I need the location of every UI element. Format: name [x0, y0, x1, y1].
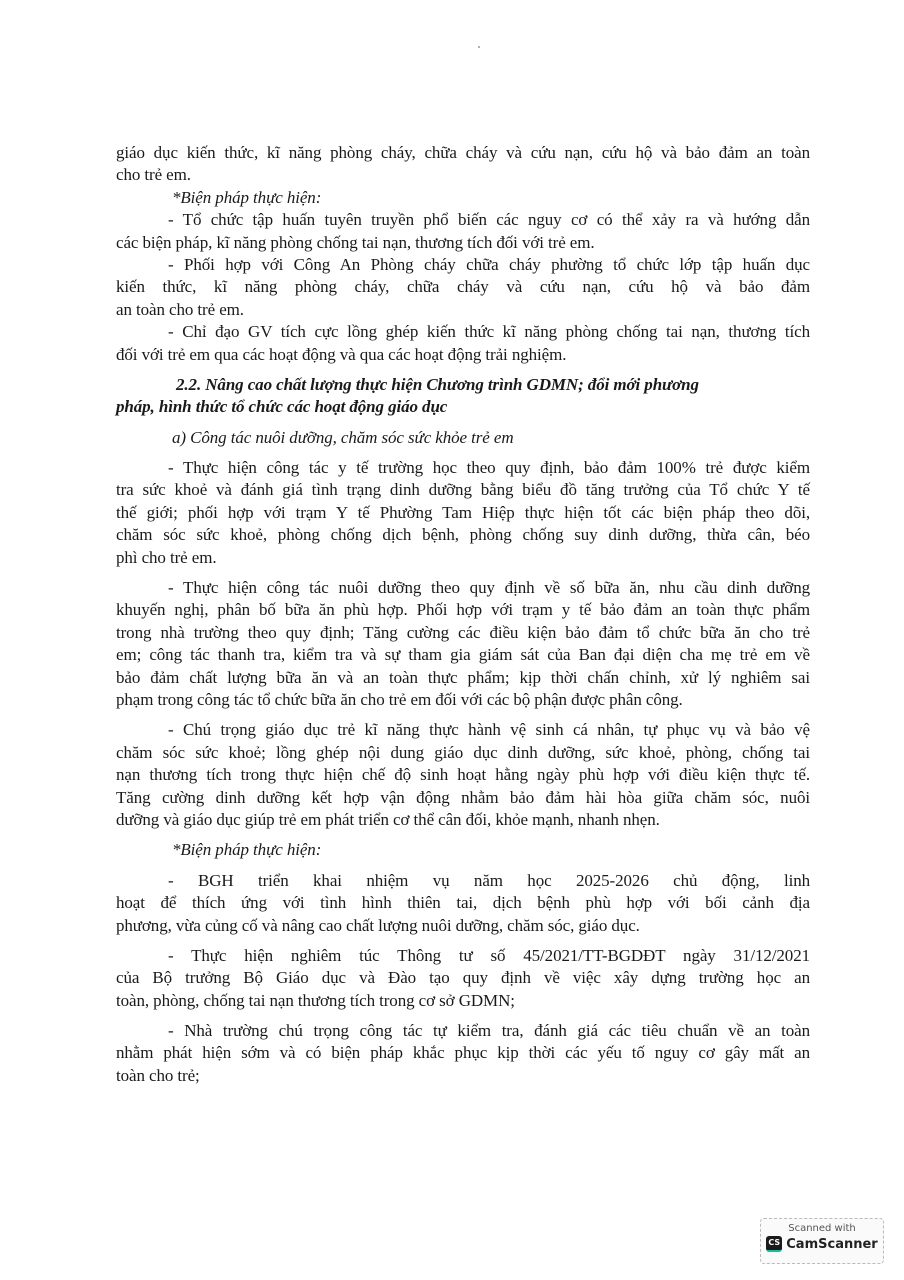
watermark-caption: Scanned with [788, 1223, 856, 1234]
text-line: kiến thức, kĩ năng phòng cháy, chữa cháy và cứu nạn, cứu hộ và bảo đảm [116, 277, 810, 297]
text-line: em; công tác thanh tra, kiểm tra và sự tham gia giám sát của Ban đại diện cha mẹ trẻ em về [116, 645, 810, 665]
text-line: chăm sóc sức khoẻ; lồng ghép nội dung giáo dục dinh dưỡng, sức khoẻ, phòng, chống tai [116, 742, 810, 762]
text-line: Tăng cường dinh dưỡng kết hợp vận động nhằm bảo đảm hài hòa giữa chăm sóc, nuôi [116, 787, 810, 807]
watermark-brand: CamScanner [786, 1236, 878, 1252]
text-line: đối với trẻ em qua các hoạt động và qua các hoạt động trải nghiệm. [116, 344, 567, 364]
camscanner-logo-icon: CS [766, 1236, 782, 1252]
subheading [116, 839, 810, 861]
text-line: hoạt để thích ứng với tình hình thiên tai, dịch bệnh phù hợp với bối cảnh địa [116, 893, 810, 913]
text-line: pháp, hình thức tổ chức các hoạt động giáo dục [116, 397, 448, 417]
text-line: - Chú trọng giáo dục trẻ kĩ năng thực hành vệ sinh cá nhân, tự phục vụ và bảo vệ [168, 720, 810, 740]
text-line: phì cho trẻ em. [116, 547, 217, 567]
paragraph [116, 1020, 810, 1087]
text-line: an toàn cho trẻ em. [116, 299, 244, 319]
text-line: bảo đảm chất lượng bữa ăn và an toàn thực phẩm; kịp thời chấn chỉnh, xử lý nghiêm sai [116, 667, 810, 687]
text-line: giáo dục kiến thức, kĩ năng phòng cháy, chữa cháy và cứu nạn, cứu hộ và bảo đảm an toàn [116, 143, 810, 162]
text-line: các biện pháp, kĩ năng phòng chống tai nạn, thương tích đối với trẻ em. [116, 232, 595, 252]
paragraph [116, 142, 810, 187]
text-line: - Nhà trường chú trọng công tác tự kiểm tra, đánh giá các tiêu chuẩn về an toàn [168, 1021, 810, 1041]
text-line: - Tổ chức tập huấn tuyên truyền phổ biến các nguy cơ có thể xảy ra và hướng dẫn [168, 210, 810, 230]
text-line: toàn cho trẻ; [116, 1065, 200, 1085]
paragraph [116, 719, 810, 831]
text-line: thế giới; phối hợp với trạm Y tế Phường Tam Hiệp thực hiện tốt các biện pháp theo dõi, [116, 502, 810, 522]
text-line: toàn, phòng, chống tai nạn thương tích trong cơ sở GDMN; [116, 990, 515, 1010]
text-line: nạn thương tích trong thực hiện chế độ sinh hoạt hằng ngày phù hợp với điều kiện thực tế. [116, 765, 810, 785]
text-line: *Biện pháp thực hiện: [172, 187, 322, 207]
paragraph [116, 254, 810, 321]
subheading [116, 427, 810, 449]
text-line: cho trẻ em. [116, 165, 191, 185]
paragraph [116, 577, 810, 711]
paragraph [116, 209, 810, 254]
text-line: a) Công tác nuôi dưỡng, chăm sóc sức khỏe trẻ em [172, 427, 514, 447]
text-line: phạm trong công tác tổ chức bữa ăn cho trẻ em đối với các bộ phận được phân công. [116, 689, 683, 709]
text-line: - Thực hiện công tác y tế trường học theo quy định, bảo đảm 100% trẻ được kiểm [168, 458, 810, 478]
text-line: khuyến nghị, phân bố bữa ăn phù hợp. Phối hợp với trạm y tế bảo đảm an toàn thực phẩm [116, 600, 810, 620]
paragraph [116, 457, 810, 569]
text-line: nhằm phát hiện sớm và có biện pháp khắc phục kịp thời các yếu tố nguy cơ gây mất an [116, 1043, 810, 1063]
text-line: trong nhà trường theo quy định; Tăng cường các điều kiện bảo đảm tổ chức bữa ăn cho trẻ [116, 622, 810, 642]
text-line: của Bộ trưởng Bộ Giáo dục và Đào tạo quy định về việc xây dựng trường học an [116, 968, 810, 988]
paragraph [116, 321, 810, 366]
camscanner-watermark [760, 1218, 884, 1264]
section-heading [116, 374, 810, 419]
text-line: *Biện pháp thực hiện: [172, 840, 322, 860]
text-line: - Phối hợp với Công An Phòng cháy chữa cháy phường tổ chức lớp tập huấn dục [168, 254, 810, 274]
scan-speck [478, 46, 480, 48]
text-line: 2.2. Nâng cao chất lượng thực hiện Chương trình GDMN; đổi mới phương [176, 374, 699, 394]
text-line: dưỡng và giáo dục giúp trẻ em phát triển cơ thể cân đối, khỏe mạnh, nhanh nhẹn. [116, 809, 660, 829]
text-line: - Thực hiện công tác nuôi dưỡng theo quy định về số bữa ăn, nhu cầu dinh dưỡng [168, 578, 810, 598]
text-line: - BGH triển khai nhiệm vụ năm học 2025-2026 chủ động, linh [168, 870, 810, 890]
subheading [116, 187, 810, 209]
text-line: - Chỉ đạo GV tích cực lồng ghép kiến thức kĩ năng phòng chống tai nạn, thương tích [168, 322, 810, 342]
text-line: chăm sóc sức khoẻ, phòng chống dịch bệnh, phòng chống suy dinh dưỡng, thừa cân, béo [116, 525, 810, 545]
paragraph [116, 870, 810, 937]
document-body [116, 142, 810, 1087]
text-line: - Thực hiện nghiêm túc Thông tư số 45/2021/TT-BGDĐT ngày 31/12/2021 [168, 945, 810, 965]
text-line: phương, vừa củng cố và nâng cao chất lượng nuôi dưỡng, chăm sóc, giáo dục. [116, 915, 640, 935]
paragraph [116, 945, 810, 1012]
text-line: tra sức khoẻ và đánh giá tình trạng dinh dưỡng bằng biểu đồ tăng trưởng của Tổ chức Y tế [116, 480, 810, 500]
